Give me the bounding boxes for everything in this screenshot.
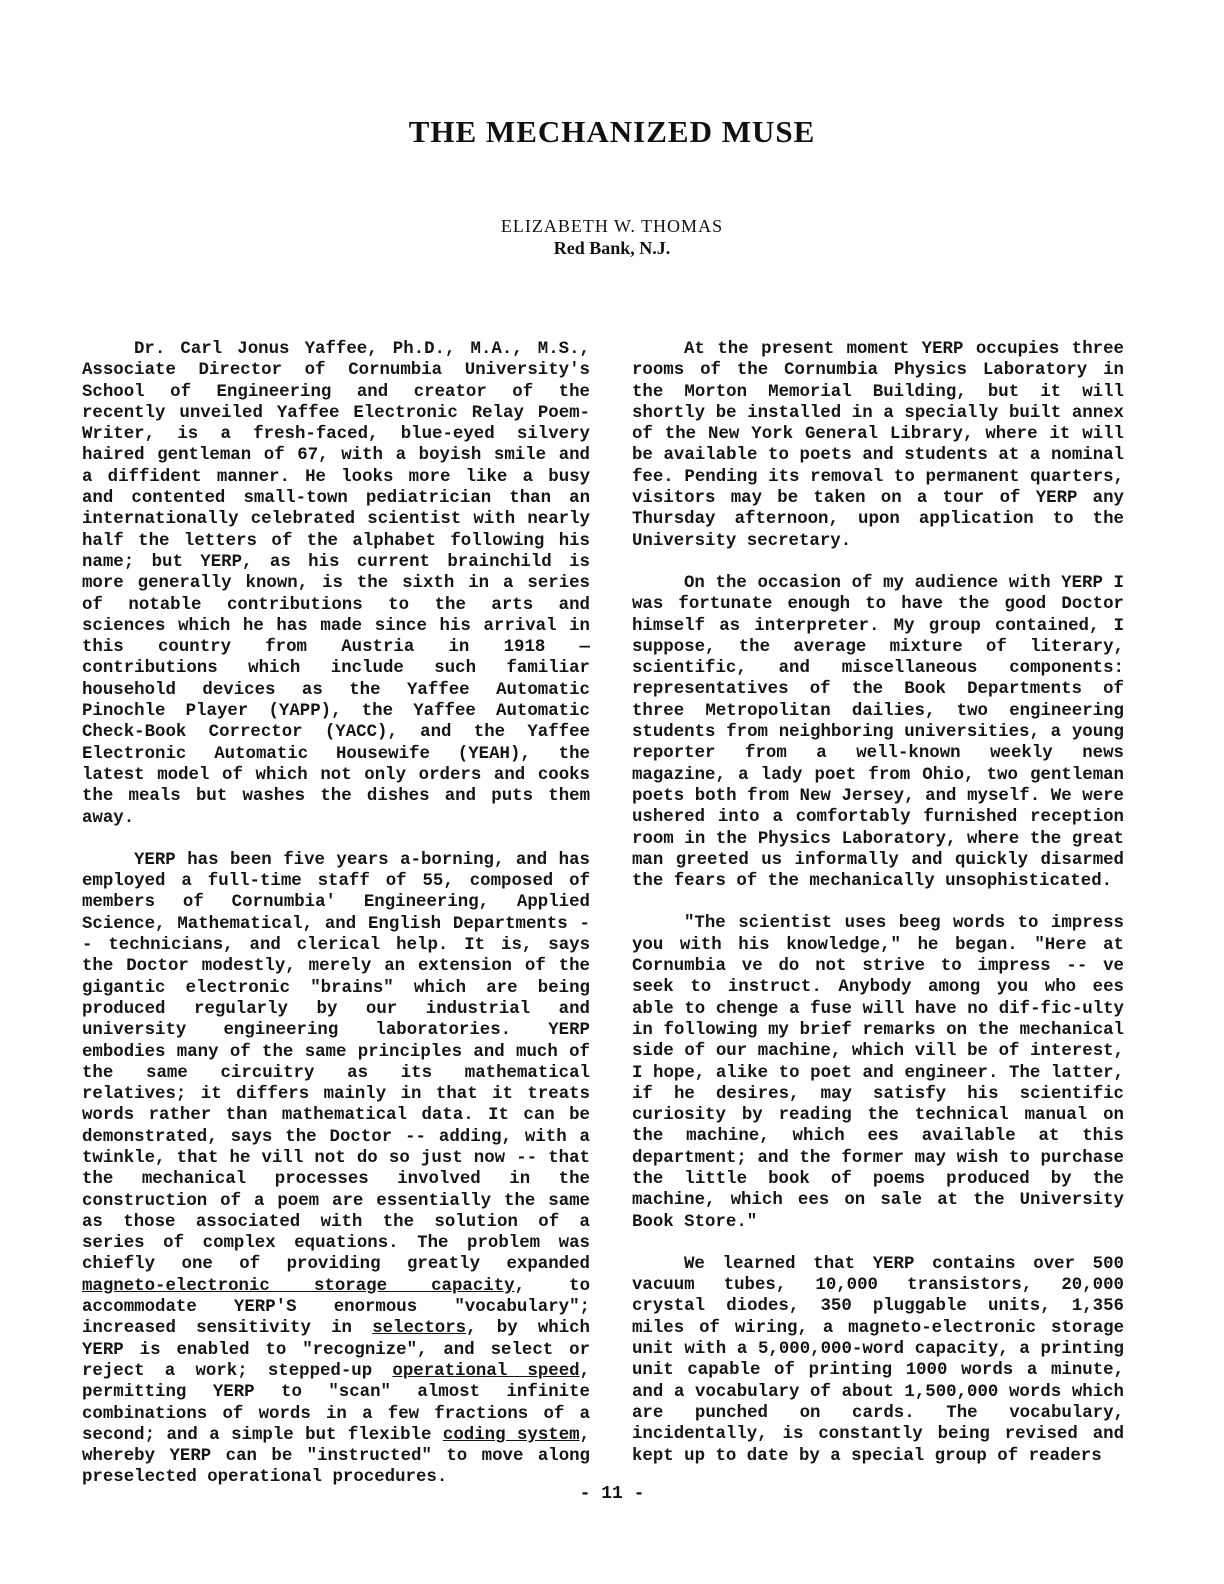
author-location: Red Bank, N.J. <box>553 238 671 258</box>
paragraph-text: , by which YERP is enabled to "recognize", and select or reject a work; stepped-up <box>82 1319 590 1381</box>
paragraph-text: , permitting YERP to "scan" almost infinite combinations of words in a few fractions of a second; and a simple but flexible <box>82 1361 591 1445</box>
paragraph-text: , whereby YERP can be "instructed" to move along preselected operational procedures. <box>82 1425 591 1488</box>
paragraph-text: YERP has been five years a-borning, and has employed a full-time staff of 55, composed of members of Cornumbia' Engineering, Applied Science, Mathematical, and English Departments -- technicians, and clerical help. It is, says the Doctor modestly, merely an extension of the gigantic electronic "brains" which are being produced regularly by our industrial and university engineering laboratories. YERP embodies many of the same principles and much of the same circuitry as its mathematical relatives; it differs mainly in that it treats words rather than mathematical data. It can be demonstrated, says the Doctor -- adding, with a twinkle, that he vill not do so just now -- that the mechanical processes involved in the construction of a poem are essentially the same as those associated with the solution of a series of complex equations. The problem was chiefly one of providing greatly expanded <box>82 850 590 1275</box>
article-title: THE MECHANIZED MUSE <box>408 114 816 149</box>
left-paragraph-1: Dr. Carl Jonus Yaffee, Ph.D., M.A., M.S., Associate Director of Cornumbia University's School of Engineering and creator of the recently unveiled Yaffee Electronic Relay Poem-Writer, is a fresh-faced, blue-eyed silvery haired gentleman of 67, with a boyish smile and a diffident manner. He looks more like a busy and contented small-town pediatrician than an internationally celebrated scientist with nearly half the letters of the alphabet following his name; but YERP, as his current brainchild is more generally known, is the sixth in a series of notable contributions to the arts and sciences which he has made since his arrival in this country from Austria in 1918 — contributions which include such familiar household devices as the Yaffee Automatic Pinochle Player (YAPP), the Yaffee Automatic Check-Book Corrector (YACC), and the Yaffee Electronic Automatic Housewife (YEAH), the latest model of which not only orders and cooks the meals but washes the dishes and puts them away. <box>82 340 590 828</box>
left-paragraph-2 <box>82 850 590 1489</box>
page-number: - 11 - <box>579 1484 645 1504</box>
underlined-term-selectors: selectors <box>372 1319 467 1339</box>
left-column <box>82 339 590 1489</box>
right-paragraph-2: On the occasion of my audience with YERP I was fortunate enough to have the good Doctor himself as interpreter. My group contained, I suppose, the average mixture of literary, scientific, and miscellaneous components: representatives of the Book Departments of three Metropolitan dailies, two engineering students from neighboring universities, a young reporter from a well-known weekly news magazine, a lady poet from Ohio, two gentleman poets both from New Jersey, and myself. We were ushered into a comfortably furnished reception room in the Physics Laboratory, where the great man greeted us informally and quickly disarmed the fears of the mechanically unsophisticated. <box>632 573 1124 892</box>
underlined-term-storage-capacity: magneto-electronic storage capacity <box>82 1276 515 1296</box>
paragraph-text: , to accommodate YERP'S enormous "vocabulary"; increased sensitivity in <box>82 1276 590 1339</box>
right-paragraph-4: We learned that YERP contains over 500 vacuum tubes, 10,000 transistors, 20,000 crystal diodes, 350 pluggable units, 1,356 miles of wiring, a magneto-electronic storage unit with a 5,000,000-word capacity, a printing unit capable of printing 1000 words a minute, and a vocabulary of about 1,500,000 words which are punched on cards. The vocabulary, incidentally, is constantly being revised and kept up to date by a special group of readers <box>632 1254 1124 1466</box>
right-paragraph-3: "The scientist uses beeg words to impress you with his knowledge," he began. "Here at Cornumbia ve do not strive to impress -- ve seek to instruct. Anybody among you who ees able to chenge a fuse will have no dif-fic-ulty in following my brief remarks on the mechanical side of our machine, which vill be of interest, I hope, alike to poet and engineer. The latter, if he desires, may satisfy his scientific curiosity by reading the technical manual on the machine, which ees available at this department; and the former may wish to purchase the little book of poems produced by the machine, which ees on sale at the University Book Store." <box>632 914 1124 1232</box>
right-paragraph-1: At the present moment YERP occupies three rooms of the Cornumbia Physics Laboratory in the Morton Memorial Building, but it will shortly be installed in a specially built annex of the New York General Library, where it will be available to poets and students at a nominal fee. Pending its removal to permanent quarters, visitors may be taken on a tour of YERP any Thursday afternoon, upon application to the University secretary. <box>632 340 1124 551</box>
underlined-term-operational-speed: operational speed <box>392 1361 580 1381</box>
right-column <box>632 339 1124 1467</box>
author-name: ELIZABETH W. THOMAS <box>500 216 724 236</box>
byline <box>0 215 1224 259</box>
underlined-term-coding-system: coding system <box>442 1425 580 1445</box>
